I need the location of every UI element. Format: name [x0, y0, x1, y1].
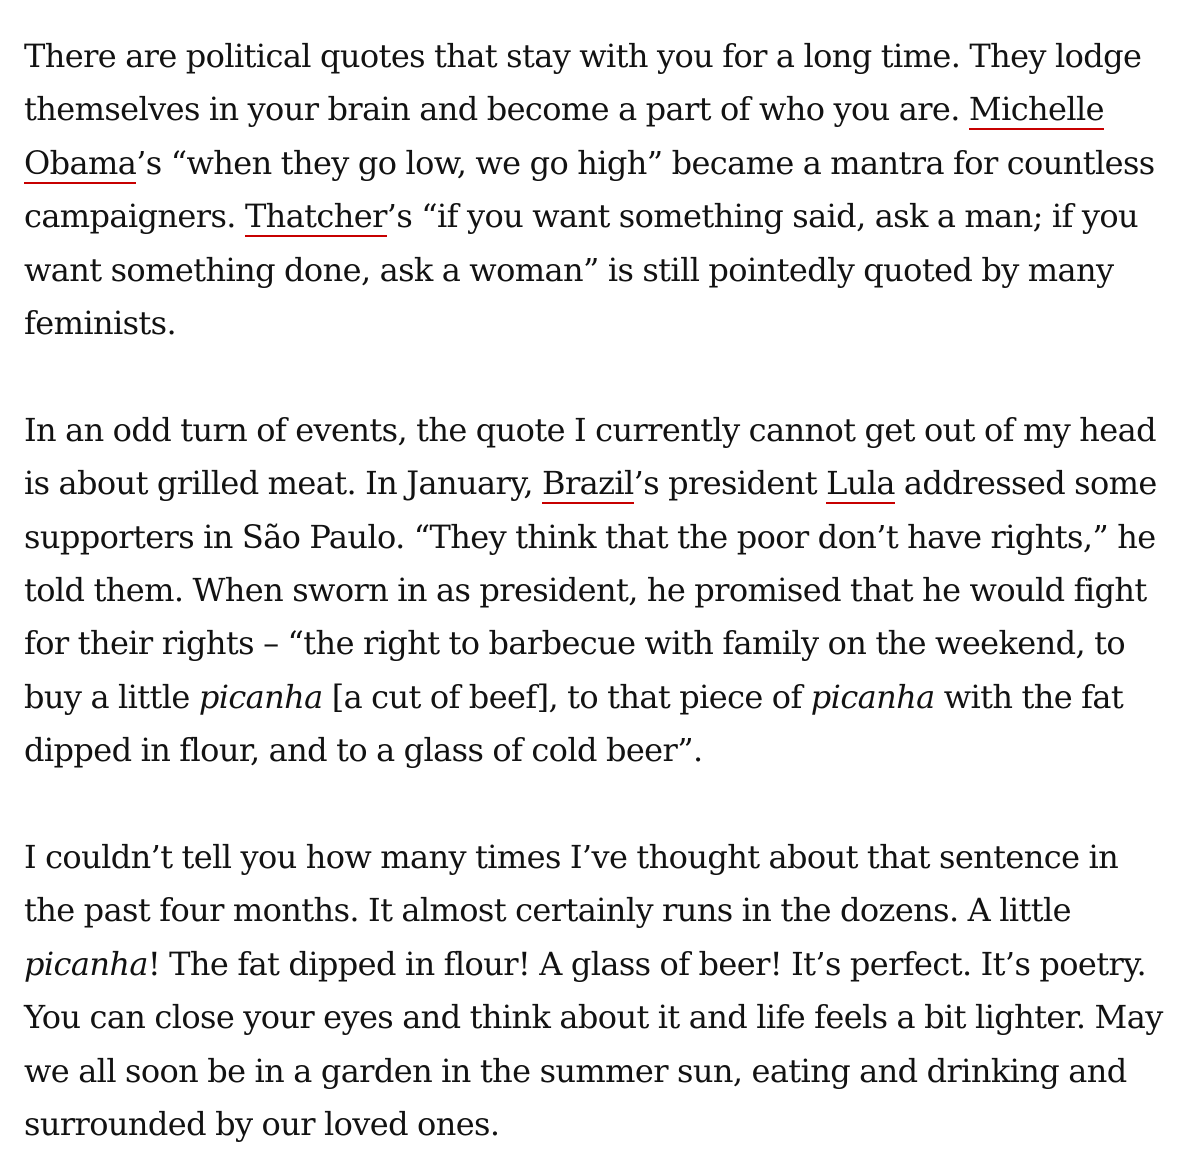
italic-term: picanha — [810, 677, 935, 716]
italic-term: picanha — [24, 944, 148, 983]
link-michelle-obama[interactable]: Michelle Obama — [24, 90, 1104, 182]
link-lula[interactable]: Lula — [826, 464, 895, 503]
link-brazil[interactable]: Brazil — [542, 464, 634, 503]
paragraph-3: I couldn’t tell you how many times I’ve thought about that sentence in the past four months. It almost certainly runs in the dozens. A little picanha! The fat dipped in flour! A glass of beer! It’s perfect. It’s poetry. You can close your eyes and think about it and life feels a bit lighter. May we all soon be in a garden in the summer sun, eating and drinking and surrounded by our loved ones. — [24, 838, 1163, 1144]
paragraph-2: In an odd turn of events, the quote I currently cannot get out of my head is about grilled meat. In January, Brazil’s president Lula addressed some supporters in São Paulo. “They think that the poor don’t have rights,” he told them. When sworn in as president, he promised that he would fight for their rights – “the right to barbecue with family on the weekend, to buy a little picanha [a cut of beef], to that piece of picanha with the fat dipped in flour, and to a glass of cold beer”. — [24, 410, 1157, 770]
italic-term: picanha — [198, 677, 323, 716]
paragraph-1: There are political quotes that stay with you for a long time. They lodge themselves in your brain and become a part of who you are. Michelle Obama’s “when they go low, we go high” became a mantra for countless campaigners. Thatcher’s “if you want something said, ask a man; if you want something done, ask a woman” is still pointedly quoted by many feminists. — [24, 37, 1155, 343]
link-thatcher[interactable]: Thatcher — [244, 197, 387, 236]
